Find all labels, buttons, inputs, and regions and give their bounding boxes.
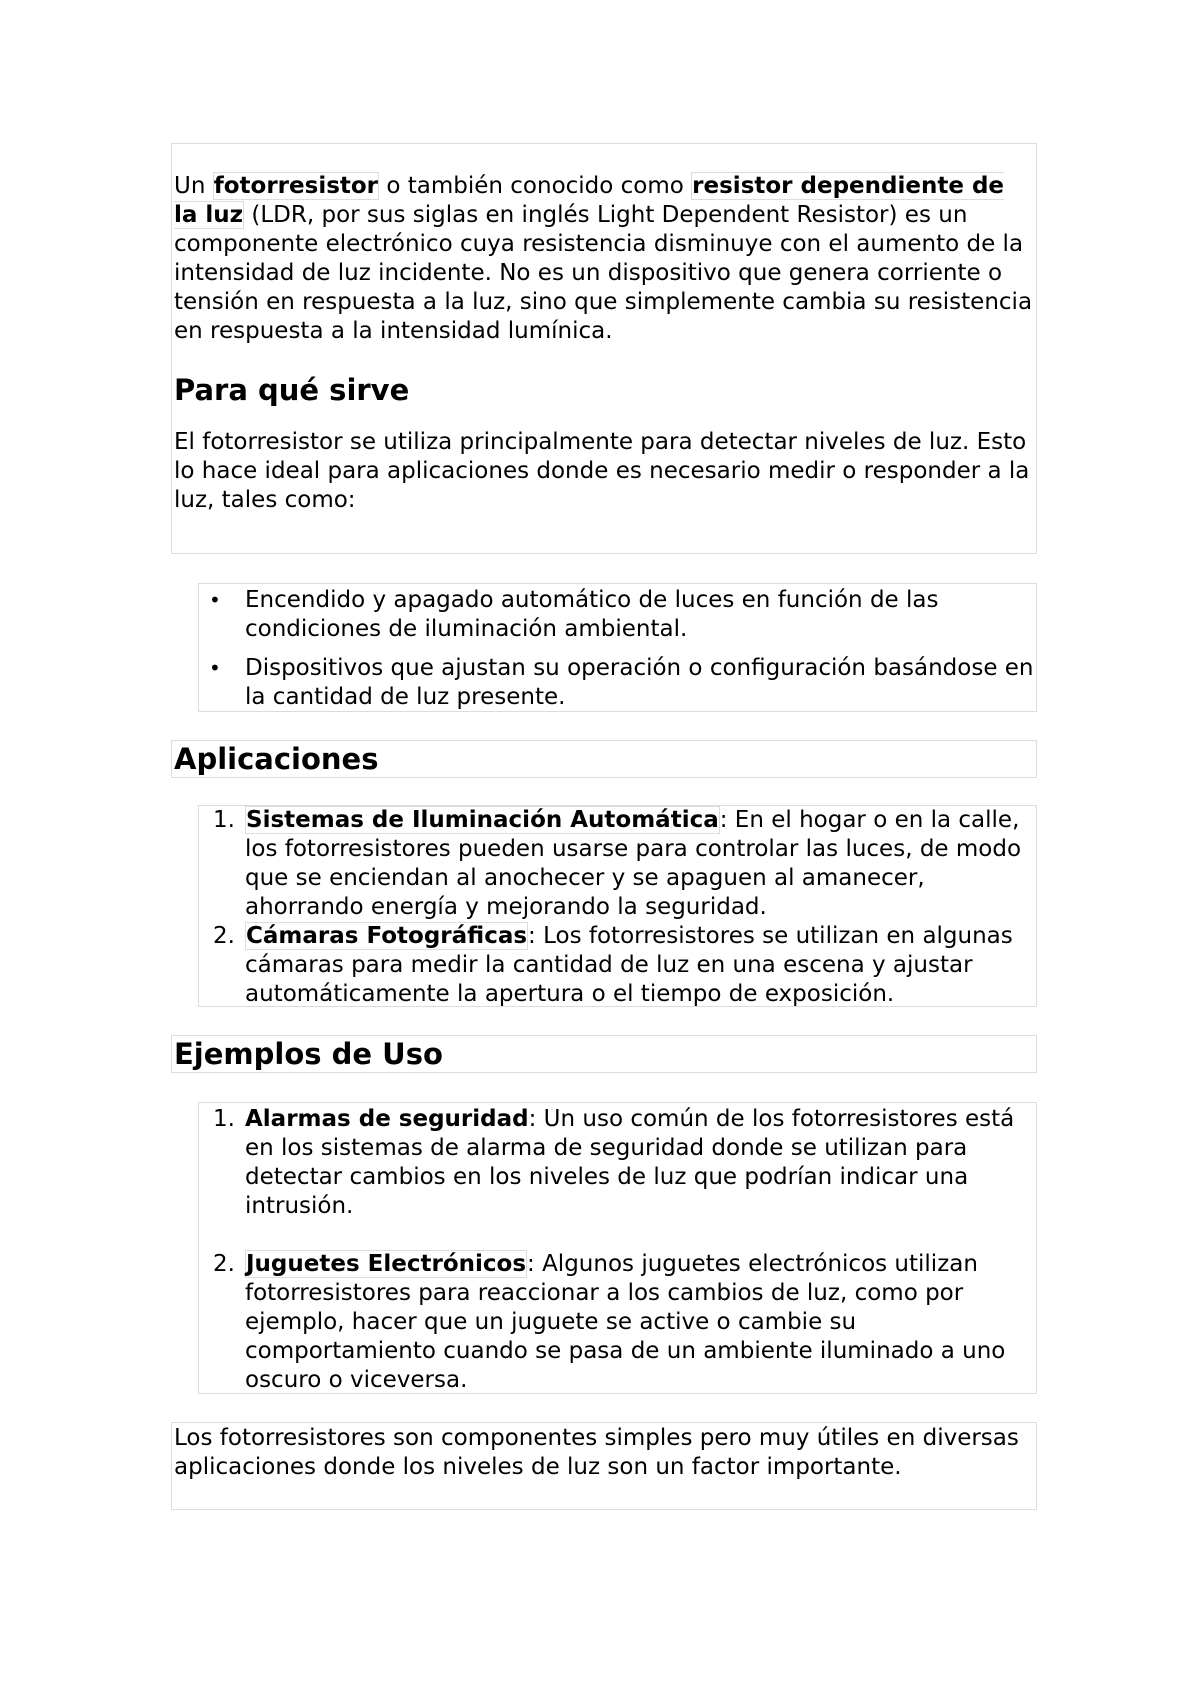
uses-bullet-list-box: [198, 583, 1037, 712]
conclusion-paragraph: Los fotorresistores son componentes simples pero muy útiles en diversas aplicaciones donde los niveles de luz son un factor importante.: [174, 1425, 1019, 1480]
term-fotorresistor: fotorresistor: [213, 173, 379, 199]
term-sistemas-iluminacion: Sistemas de Iluminación Automática: [246, 807, 719, 833]
aplicaciones-list: [199, 806, 1036, 1009]
heading-para-que-sirve: Para qué sirve: [174, 373, 410, 407]
ejemplos-heading-box: [171, 1035, 1037, 1073]
list-item: • Dispositivos que ajustan su operación o configuración basándose en la cantidad de luz presente.: [209, 655, 1034, 710]
uses-bullet-list: [199, 584, 1036, 712]
list-item: 1. Sistemas de Iluminación Automática: En el hogar o en la calle, los fotorresistores pueden usarse para controlar las luces, de modo que se enciendan al anochecer y se apaguen al amanecer, ahorrando energía y mejorando la seguridad.: [213, 807, 1022, 920]
intro-paragraph: Un fotorresistor o también conocido como resistor dependiente de la luz (LDR, por sus siglas en inglés Light Dependent Resistor) es un componente electrónico cuya resistencia disminuye con el aumento de la intensidad de luz incidente. No es un dispositivo que genera corriente o tensión en respuesta a la luz, sino que simplemente cambia su resistencia en respuesta a la intensidad lumínica.: [174, 173, 1033, 344]
ejemplos-list-box: [198, 1102, 1037, 1394]
heading-ejemplos-de-uso: Ejemplos de Uso: [174, 1037, 443, 1071]
conclusion-box: [171, 1422, 1037, 1510]
term-alarmas-seguridad: Alarmas de seguridad: [245, 1106, 529, 1132]
intro-section: [171, 143, 1037, 554]
list-item: 2. Juguetes Electrónicos: Algunos juguetes electrónicos utilizan fotorresistores para reaccionar a los cambios de luz, como por ejemplo, hacer que un juguete se active o cambie su comportamiento cuando se pasa de un ambiente iluminado a uno oscuro o viceversa.: [213, 1251, 1006, 1393]
aplicaciones-list-box: [198, 805, 1037, 1007]
aplicaciones-heading-box: [171, 740, 1037, 778]
term-camaras-fotograficas: Cámaras Fotográficas: [246, 923, 528, 949]
list-item: 1. Alarmas de seguridad: Un uso común de los fotorresistores está en los sistemas de alarma de seguridad donde se utilizan para detectar cambios en los niveles de luz que podrían indicar una intrusión.: [213, 1106, 1015, 1219]
list-item: • Encendido y apagado automático de luces en función de las condiciones de iluminación ambiental.: [209, 587, 939, 642]
list-item: 2. Cámaras Fotográficas: Los fotorresistores se utilizan en algunas cámaras para medir la cantidad de luz en una escena y ajustar automáticamente la apertura o el tiempo de exposición.: [213, 923, 1013, 1007]
bullet-icon: •: [209, 656, 221, 680]
heading-aplicaciones: Aplicaciones: [174, 742, 379, 776]
term-resistor-dependiente: resistor dependiente de la luz: [174, 173, 1005, 228]
para-que-sirve-paragraph: El fotorresistor se utiliza principalmente para detectar niveles de luz. Esto lo hace ideal para aplicaciones donde es necesario medir o responder a la luz, tales como:: [174, 429, 1030, 513]
bullet-icon: •: [209, 588, 221, 612]
ejemplos-list: [199, 1103, 1036, 1395]
term-juguetes-electronicos: Juguetes Electrónicos: [246, 1251, 527, 1277]
